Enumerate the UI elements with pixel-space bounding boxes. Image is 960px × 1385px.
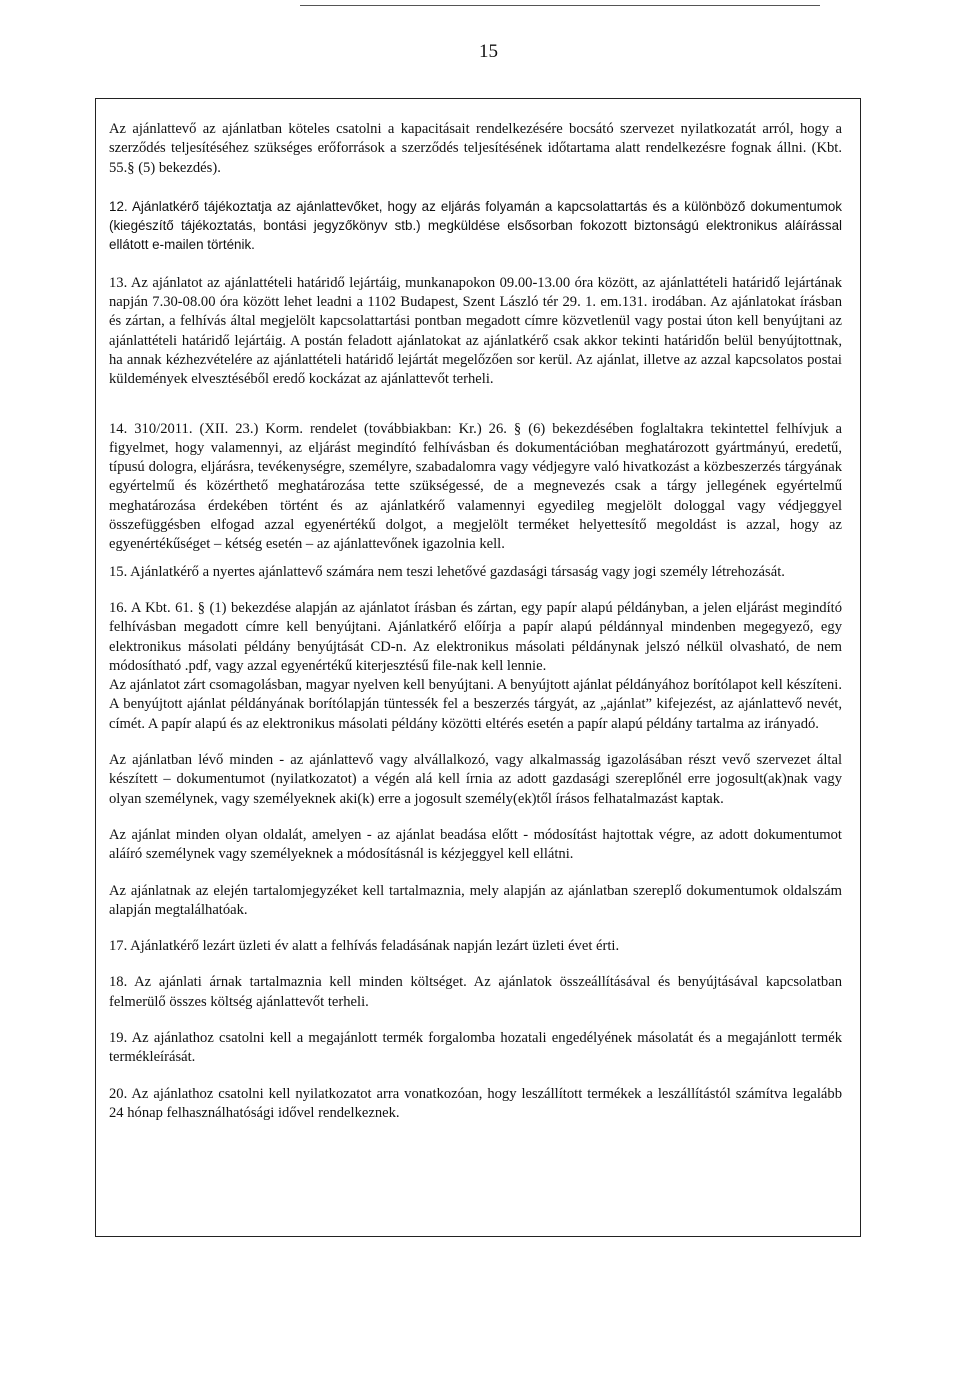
paragraph-table-of-contents: Az ajánlatnak az elején tartalomjegyzéket kell tartalmaznia, mely alapján az ajánlatban szereplő dokumentumok oldalszám alapján megtalálhatóak. [109, 882, 842, 918]
top-scan-line [300, 5, 820, 6]
paragraph-capacity-statement: Az ajánlattevő az ajánlatban köteles csatolni a kapacitásait rendelkezésére bocsátó szervezet nyilatkozatát arról, hogy a szerződés teljesítéséhez szükséges erőforrások a szerződés teljesítésének időtartama alatt rendelkezésre fognak állni. (Kbt. 55.§ (5) bekezdés). [109, 121, 842, 176]
paragraph-12: 12. Ajánlatkérő tájékoztatja az ajánlattevőket, hogy az eljárás folyamán a kapcsolattartás és a különböző dokumentumok (kiegészítő tájékoztatás, bontási jegyzőkönyv stb.) megküldése elsősorban fokozott biztonságú elektronikus aláírással ellátott e-mailen történik. [109, 198, 842, 253]
paragraph-18: 18. Az ajánlati árnak tartalmaznia kell minden költséget. Az ajánlatok összeállításával és benyújtásával kapcsolatban felmerülő összes költség ajánlattevőt terheli. [109, 974, 842, 1010]
paragraph-16-packaging: Az ajánlatot zárt csomagolásban, magyar nyelven kell benyújtani. A benyújtott ajánlat példányához borítólapot kell készíteni. A benyújtott ajánlat példányának borítólapján tüntessék fel a beszerzés tárgyát, az „ajánlat” kifejezést, az ajánlattevő nevét, címét. A papír alapú és az elektronikus másolati példány közötti eltérés esetén a papír alapú példány tartalma az irányadó. [109, 677, 842, 732]
paragraph-modifications: Az ajánlat minden olyan oldalát, amelyen - az ajánlat beadása előtt - módosítást hajtottak végre, az adott dokumentumot aláíró személynek vagy személyeknek a módosításnál is kézjeggyel kell ellátni. [109, 826, 842, 863]
document-body [109, 120, 842, 1123]
paragraph-20: 20. Az ajánlathoz csatolni kell nyilatkozatot arra vonatkozóan, hogy leszállított termékek a leszállítástól számítva legalább 24 hónap felhasználhatósági idővel rendelkeznek. [109, 1085, 842, 1121]
paragraph-17: 17. Ajánlatkérő lezárt üzleti év alatt a felhívás feladásának napján lezárt üzleti évet érti. [109, 938, 620, 955]
paragraph-19: 19. Az ajánlathoz csatolni kell a megajánlott termék forgalomba hozatali engedélyének másolatát és a megajánlott termék termékleírását. [109, 1029, 842, 1066]
paragraph-signatures: Az ajánlatban lévő minden - az ajánlattevő vagy alvállalkozó, vagy alkalmasság igazolásában részt vevő szervezet által készített – dokumentumot (nyilatkozatot) a végén alá kell írnia az adott gazdasági szereplőnél erre jogosult(ak)nak vagy olyan személynek, vagy személyeknek aki(k) erre a jogosult személy(ek)től írásos felhatalmazást kaptak. [109, 752, 842, 807]
paragraph-13: 13. Az ajánlatot az ajánlattételi határidő lejártáig, munkanapokon 09.00-13.00 óra között, az ajánlattételi határidő lejártának napján 7.30-08.00 óra között lehet leadni a 1102 Budapest, Szent László tér 29. 1. em.131. irodában. Az ajánlatokat írásban és zártan, a felhívás által megjelölt kapcsolattartási pontban megadott címre közvetlenül vagy postai úton kell benyújtani az ajánlattételi határidő lejártáig. A postán feladott ajánlatokat az ajánlatkérő csak akkor tekinti határidőn belül benyújtottnak, ha annak kézhezvételére az ajánlattételi határidő lejártát megelőzően sor kerül. Az ajánlat, illetve az azzal kapcsolatos postai küldemények elvesztéséből eredő kockázat az ajánlattevőt terheli. [109, 274, 842, 388]
paragraph-16: 16. A Kbt. 61. § (1) bekezdése alapján az ajánlatot írásban és zártan, egy papír alapú példányban, a jelen eljárást megindító felhívásban megadott címre kell benyújtani. Ajánlatkérő előírja a papír alapú példánnyal mindenben megegyező, egy elektronikus másolati példány benyújtását CD-n. Az elektronikus másolati példánynak jelszó nélkül olvasható, de nem módosítható .pdf, vagy azzal egyenértékű kiterjesztésű file-nak kell lennie. [109, 599, 842, 674]
paragraph-14: 14. 310/2011. (XII. 23.) Korm. rendelet (továbbiakban: Kr.) 26. § (6) bekezdésében foglaltakra tekintettel felhívjuk a figyelmet, hogy valamennyi, az eljárást megindító felhívásban és dokumentációban meghatározott gyártmányú, eredetű, típusú dologra, eljárásra, tevékenységre, személyre, szabadalomra vagy védjegyre való hivatkozást a közbeszerzés tárgyának egyértelmű és közérthető meghatározása tette szükségessé, de a megnevezés csak a tárgy jellegének egyértelmű meghatározása érdekében történt és az ajánlatkérő valamennyi egyedileg megjelölt dologgal vagy védjeggyel összefüggésben elfogad azzal egyenértékű dolgot, a megjelölt terméket helyettesítő megoldást is azzal, hogy az egyenértékűséget – kétség esetén – az ajánlattevőnek igazolnia kell. [109, 420, 842, 553]
page-number: 15 [479, 41, 498, 62]
paragraph-15: 15. Ajánlatkérő a nyertes ajánlattevő számára nem teszi lehetővé gazdasági társaság vagy jogi személy létrehozását. [109, 563, 785, 580]
